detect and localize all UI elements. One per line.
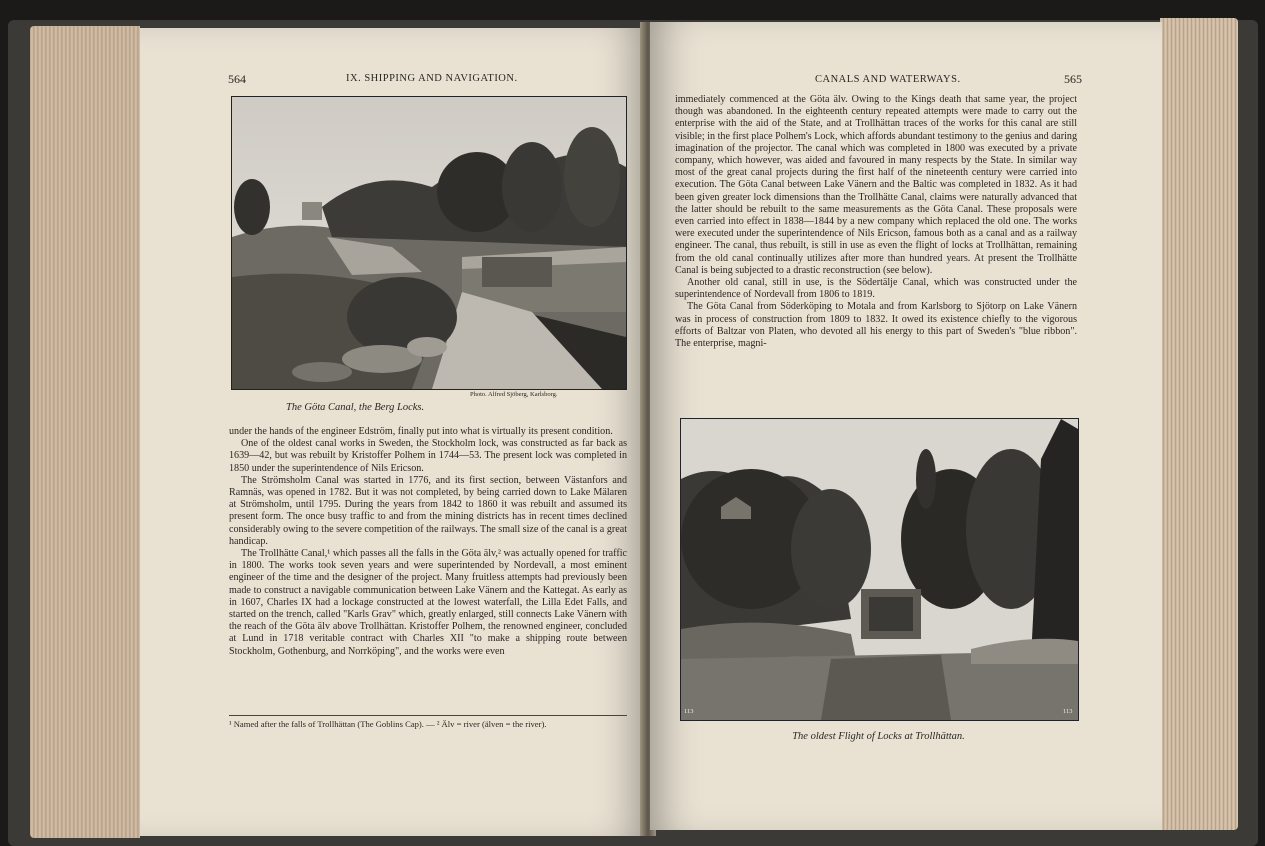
paragraph: One of the oldest canal works in Sweden, the Stockholm lock, was constructed as far back as 1639—42, but was rebuilt by Kristoffer Polhem in 1744—53. The present lock was completed in 1850 under the superintendence of Nils Ericson. bbox=[229, 438, 627, 474]
photo-berg-locks bbox=[231, 96, 627, 390]
photo-caption: The oldest Flight of Locks at Trollhättan. bbox=[792, 731, 965, 742]
paragraph: The Göta Canal from Söderköping to Motala and from Karlsborg to Sjötorp on Lake Vänern was in process of construction from 1809 to 1832. It owed its existence chiefly to the vigorous efforts of Baltzar von Platen, who devoted all his energy to this part of Sweden's "blue ribbon". The enterprise, magni- bbox=[675, 301, 1077, 350]
trollhattan-locks-illustration bbox=[681, 419, 1078, 720]
right-page bbox=[650, 22, 1162, 830]
footnote: ¹ Named after the falls of Trollhättan (The Goblins Cap). — ² Älv = river (älven = the river). bbox=[229, 719, 547, 729]
paragraph: under the hands of the engineer Edström, finally put into what is virtually its present condition. bbox=[229, 426, 613, 437]
paragraph: The Strömsholm Canal was started in 1776, and its first section, between Västanfors and Ramnäs, was opened in 1782. But it was not completed, by being carried down to Lake Mälaren at Strömsholm, until 1795. During the years from 1842 to 1860 it was rebuilt and assumed its present form. The once busy traffic to and from the mining districts has in recent times declined considerably owing to the severe competition of the railways. The small size of the canal is a great handicap. bbox=[229, 474, 627, 547]
berg-locks-illustration bbox=[232, 97, 626, 389]
footnote-rule bbox=[229, 715, 627, 716]
photo-credit: Photo. Alfred Sjöberg, Karlsborg. bbox=[470, 391, 558, 398]
paragraph: Another old canal, still in use, is the Södertälje Canal, which was constructed under the superintendence of Nordevall from 1806 to 1819. bbox=[675, 277, 1077, 301]
body-text bbox=[675, 94, 1077, 350]
photo-caption: The Göta Canal, the Berg Locks. bbox=[286, 402, 425, 413]
page-number: 565 bbox=[1064, 72, 1082, 86]
page-edges-right bbox=[1160, 18, 1238, 830]
page-edges-left bbox=[30, 26, 140, 838]
photo-number-left: 113 bbox=[684, 708, 694, 715]
paragraph: immediately commenced at the Göta älv. Owing to the Kings death that same year, the project though was abandoned. In the eighteenth century repeated attempts were made to carry out the enterprise with the aid of the State, and at Trollhättan traces of the works for this canal are still visible; in the first place Polhem's Lock, which affords abundant testimony to the genius and daring imagination of the projector. The canal which was completed in 1800 was executed by a private company, which however, was aided and favoured in many respects by the State. In similar way most of the great canal projects during the first half of the nineteenth century were carried into execution. The Göta Canal between Lake Vänern and the Baltic was completed in 1832. As it had been given greater lock dimensions than the Trollhätte Canal, claims were naturally advanced that the latter should be rebuilt to the same measurements as the Göta Canal. These proposals were even carried into effect in 1838—1844 by a new company which replaced the old one. The works were executed under the superintendence of Nils Ericson, famous both as a canal and as a railway engineer. The canal, thus rebuilt, is still in use as even the flight of locks at Trollhättan, remaining from the old canal continually utilizes after more than hundred years. At present the Trollhätte Canal is being subjected to a drastic reconstruction (see below). bbox=[675, 94, 1077, 276]
paragraph: The Trollhätte Canal,¹ which passes all the falls in the Göta älv,² was actually opened for traffic in 1800. The works took seven years and were superintended by Nordevall, a most eminent engineer of the time and the designer of the project. Many fruitless attempts had previously been made to construct a navigable communication between Lake Vänern and the Kattegat. As early as in 1607, Charles IX had a lockage constructed at the lowest waterfall, the Lilla Edet Falls, and started on the trench, called "Karls Grav" which, greatly enlarged, still connects Lake Vänern with the reach of the Göta älv above Trollhättan. Kristoffer Polhem, the renowned engineer, concluded at Lund in 1718 veritable contract with Charles XII "to make a shipping route between Stockholm, Gothenburg, and Norrköping", and the works were even bbox=[229, 548, 627, 657]
photo-trollhattan-locks bbox=[680, 418, 1079, 721]
photo-number-right: 113 bbox=[1063, 708, 1073, 715]
running-head: IX. SHIPPING AND NAVIGATION. bbox=[346, 73, 518, 84]
page-number: 564 bbox=[228, 72, 246, 86]
running-head: CANALS AND WATERWAYS. bbox=[815, 74, 961, 85]
left-page bbox=[140, 28, 645, 836]
body-text bbox=[229, 426, 627, 658]
